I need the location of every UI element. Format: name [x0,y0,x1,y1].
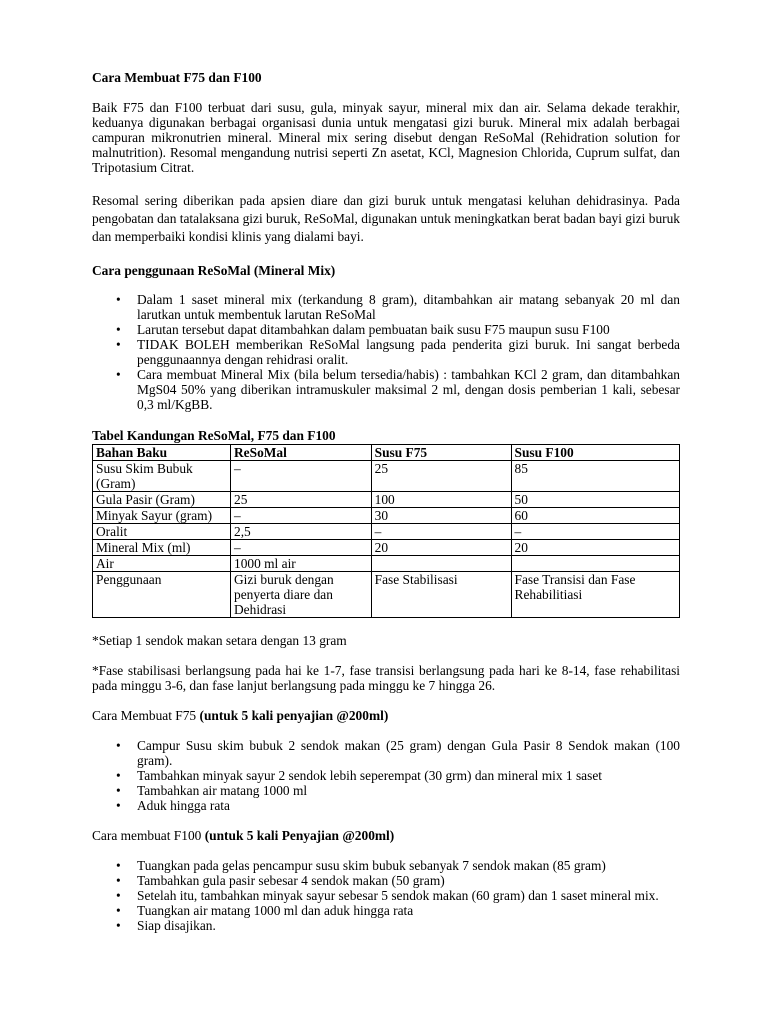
f75-heading [92,708,680,723]
list-item: • Tambahkan gula pasir sebesar 4 sendok makan (50 gram) [92,873,680,888]
list-item: • Tambahkan minyak sayur 2 sendok lebih seperempat (30 grm) dan mineral mix 1 saset [92,768,680,783]
table-cell: 20 [511,540,679,556]
table-title: Tabel Kandungan ReSoMal, F75 dan F100 [92,428,336,443]
f100-heading [92,828,680,843]
phase-note: *Fase stabilisasi berlangsung pada hai ke 1-7, fase transisi berlangsung pada hari ke 8-14, fase rehabilitasi pada minggu 3-6, dan fase lanjut berlangsung pada minggu ke 7 hingga 26. [92,663,680,693]
table-cell: 85 [511,461,679,492]
table-row [93,492,680,508]
table-cell: 25 [371,461,511,492]
list-item: • Dalam 1 saset mineral mix (terkandung 8 gram), ditambahkan air matang sebanyak 20 ml dan larutkan untuk membentuk larutan ReSoMal [92,292,680,322]
table-cell: Gula Pasir (Gram) [93,492,231,508]
intro-paragraph: Baik F75 dan F100 terbuat dari susu, gula, minyak sayur, mineral mix dan air. Selama dekade terakhir, keduanya digunakan berbagai organisasi dunia untuk mengatasi gizi buruk. Mineral mix adalah berbagai campuran mikronutrien mineral. Mineral mix sering disebut dengan ReSoMal (Rehidration solution for malnutrition). Resomal mengandung nutrisi seperti Zn asetat, KCl, Magnesion Chlorida, Cuprum sulfat, dan Tripotasium Citrat. [92,100,680,175]
table-cell [371,556,511,572]
document-page [92,70,680,933]
table-cell: – [511,524,679,540]
list-item: • Aduk hingga rata [92,798,680,813]
table-cell: Oralit [93,524,231,540]
resomal-paragraph: Resomal sering diberikan pada apsien diare dan gizi buruk untuk mengatasi keluhan dehidrasinya. Pada pengobatan dan tatalaksana gizi buruk, ReSoMal, digunakan untuk meningkatkan berat badan bayi gizi buruk dan memperbaiki kondisi klinis yang dialami bayi. [92,193,680,244]
table-row [93,540,680,556]
usage-heading: Cara penggunaan ReSoMal (Mineral Mix) [92,263,336,278]
table-row [93,572,680,618]
f75-heading-bold: (untuk 5 kali penyajian @200ml) [199,708,389,723]
table-cell: 100 [371,492,511,508]
table-cell: – [231,461,372,492]
f100-heading-plain: Cara membuat F100 [92,828,205,843]
table-cell: Fase Stabilisasi [371,572,511,618]
f75-heading-plain: Cara Membuat F75 [92,708,200,723]
table-cell: 20 [371,540,511,556]
table-cell: Minyak Sayur (gram) [93,508,231,524]
document-title: Cara Membuat F75 dan F100 [92,70,262,85]
list-item: • TIDAK BOLEH memberikan ReSoMal langsung pada penderita gizi buruk. Ini sangat berbeda penggunaannya dengan rehidrasi oralit. [92,337,680,367]
list-item: • Siap disajikan. [92,918,680,933]
list-item: • Tuangkan pada gelas pencampur susu skim bubuk sebanyak 7 sendok makan (85 gram) [92,858,680,873]
table-row [93,524,680,540]
table-cell: 30 [371,508,511,524]
table-row [93,556,680,572]
table-header-cell: ReSoMal [231,445,372,461]
table-header-cell: Bahan Baku [93,445,231,461]
list-item: • Setelah itu, tambahkan minyak sayur sebesar 5 sendok makan (60 gram) dan 1 saset mineral mix. [92,888,680,903]
table-header-cell: Susu F75 [371,445,511,461]
content-table [92,444,680,618]
table-cell: Fase Transisi dan Fase Rehabilitiasi [511,572,679,618]
table-row [93,461,680,492]
table-header-row [93,445,680,461]
usage-list [92,292,680,412]
list-item: • Tuangkan air matang 1000 ml dan aduk hingga rata [92,903,680,918]
table-cell: 50 [511,492,679,508]
table-cell: – [231,540,372,556]
f75-steps-list [92,738,680,813]
f100-heading-bold: (untuk 5 kali Penyajian @200ml) [204,828,395,843]
table-row [93,508,680,524]
table-cell: Susu Skim Bubuk (Gram) [93,461,231,492]
table-cell: Penggunaan [93,572,231,618]
list-item: • Larutan tersebut dapat ditambahkan dalam pembuatan baik susu F75 maupun susu F100 [92,322,680,337]
table-cell: Air [93,556,231,572]
table-cell: 25 [231,492,372,508]
table-cell: 2,5 [231,524,372,540]
list-item: • Tambahkan air matang 1000 ml [92,783,680,798]
table-cell: Gizi buruk dengan penyerta diare dan Dehidrasi [231,572,372,618]
table-cell: 1000 ml air [231,556,372,572]
table-cell: Mineral Mix (ml) [93,540,231,556]
table-cell [511,556,679,572]
table-cell: 60 [511,508,679,524]
f100-steps-list [92,858,680,933]
table-cell: – [371,524,511,540]
list-item: • Cara membuat Mineral Mix (bila belum tersedia/habis) : tambahkan KCl 2 gram, dan ditambahkan MgS04 50% yang diberikan intramuskuler maksimal 2 ml, dengan dosis pemberian 1 kali, sebesar 0,3 ml/KgBB. [92,367,680,412]
table-cell: – [231,508,372,524]
spoon-note: *Setiap 1 sendok makan setara dengan 13 gram [92,633,347,648]
list-item: • Campur Susu skim bubuk 2 sendok makan (25 gram) dengan Gula Pasir 8 Sendok makan (100 gram). [92,738,680,768]
table-header-cell: Susu F100 [511,445,679,461]
